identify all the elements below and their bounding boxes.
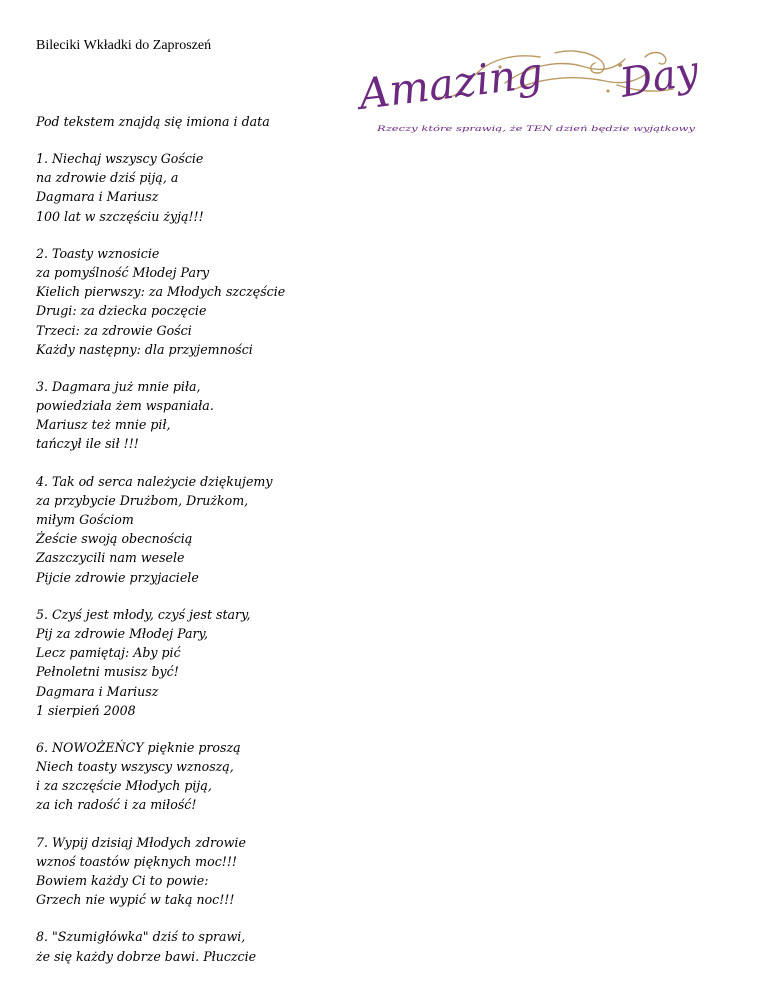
logo-tagline: Rzeczy które sprawią, że TEN dzień będzie wyjątkowy — [375, 124, 697, 133]
stanza-line: 4. Tak od serca należycie dziękujemy — [36, 473, 273, 489]
toast-stanza-7 — [36, 833, 356, 910]
stanza-line: powiedziała żem wspaniała. — [36, 398, 214, 414]
stanza-line: Dagmara i Mariusz — [36, 189, 159, 205]
stanza-line: Kielich pierwszy: za Młodych szczęście — [36, 284, 286, 300]
stanza-line: wznoś toastów pięknych moc!!! — [36, 853, 237, 869]
toast-stanza-8 — [36, 927, 356, 965]
stanza-line: Niech toasty wszyscy wznoszą, — [36, 759, 234, 775]
stanza-line: 1. Niechaj wszyscy Goście — [36, 151, 204, 166]
stanza-line: 3. Dagmara już mnie piła, — [36, 378, 201, 394]
stanza-line: że się każdy dobrze bawi. Płuczcie — [36, 948, 257, 964]
stanza-line: za pomyślność Młodej Pary — [36, 264, 210, 280]
logo-word-day: Day — [616, 47, 703, 107]
stanza-line: Pij za zdrowie Młodej Pary, — [36, 625, 208, 641]
stanza-line: 5. Czyś jest młody, czyś jest stary, — [36, 606, 251, 622]
stanza-line: miłym Gościom — [36, 512, 134, 527]
stanza-line: 100 lat w szczęściu żyją!!! — [36, 208, 204, 224]
stanza-line: 2. Toasty wznosicie — [36, 245, 160, 261]
stanza-line: Pijcie zdrowie przyjaciele — [36, 569, 199, 585]
amazing-day-logo — [355, 45, 730, 137]
stanza-line: 6. NOWOŻEŃCY pięknie proszą — [36, 739, 241, 755]
logo-word-amazing: Amazing — [356, 47, 546, 119]
toast-stanza-5 — [36, 605, 356, 720]
stanza-line: za ich radość i za miłość! — [36, 797, 197, 813]
stanza-line: Dagmara i Mariusz — [36, 683, 159, 699]
stanza-line: za przybycie Drużbom, Drużkom, — [36, 492, 249, 508]
stanza-line: 8. "Szumigłówka" dziś to sprawi, — [36, 929, 246, 945]
stanza-line: i za szczęście Młodych piją, — [36, 778, 212, 794]
stanza-line: 7. Wypij dzisiaj Młodych zdrowie — [36, 834, 246, 850]
stanza-line: Żeście swoją obecnością — [36, 531, 193, 547]
toast-stanza-6 — [36, 738, 356, 815]
stanza-line: Zaszczycili nam wesele — [36, 550, 185, 566]
stanza-line: 1 sierpień 2008 — [36, 702, 136, 718]
stanza-line: Każdy następny: dla przyjemności — [36, 341, 253, 357]
stanza-line: Pełnoletni musisz być! — [36, 664, 179, 680]
stanza-line: Lecz pamiętaj: Aby pić — [36, 645, 181, 661]
page-title: Bileciki Wkładki do Zaproszeń — [36, 38, 212, 53]
stanza-line: Grzech nie wypić w taką noc!!! — [36, 892, 235, 908]
stanza-line: Bowiem każdy Ci to powie: — [36, 873, 209, 888]
intro-line: Pod tekstem znajdą się imiona i data — [36, 114, 270, 129]
toast-stanzas — [36, 149, 356, 966]
toast-stanza-2 — [36, 244, 356, 359]
toast-stanza-1 — [36, 149, 356, 226]
stanza-line: Mariusz też mnie pił, — [36, 417, 171, 433]
toast-stanza-4 — [36, 472, 356, 587]
stanza-line: tańczył ile sił !!! — [36, 436, 139, 452]
stanza-line: Drugi: za dziecka poczęcie — [36, 303, 207, 319]
toast-texts — [36, 112, 356, 984]
stanza-line: Trzeci: za zdrowie Gości — [36, 322, 192, 338]
toast-stanza-3 — [36, 377, 356, 454]
stanza-line: na zdrowie dziś piją, a — [36, 170, 179, 186]
